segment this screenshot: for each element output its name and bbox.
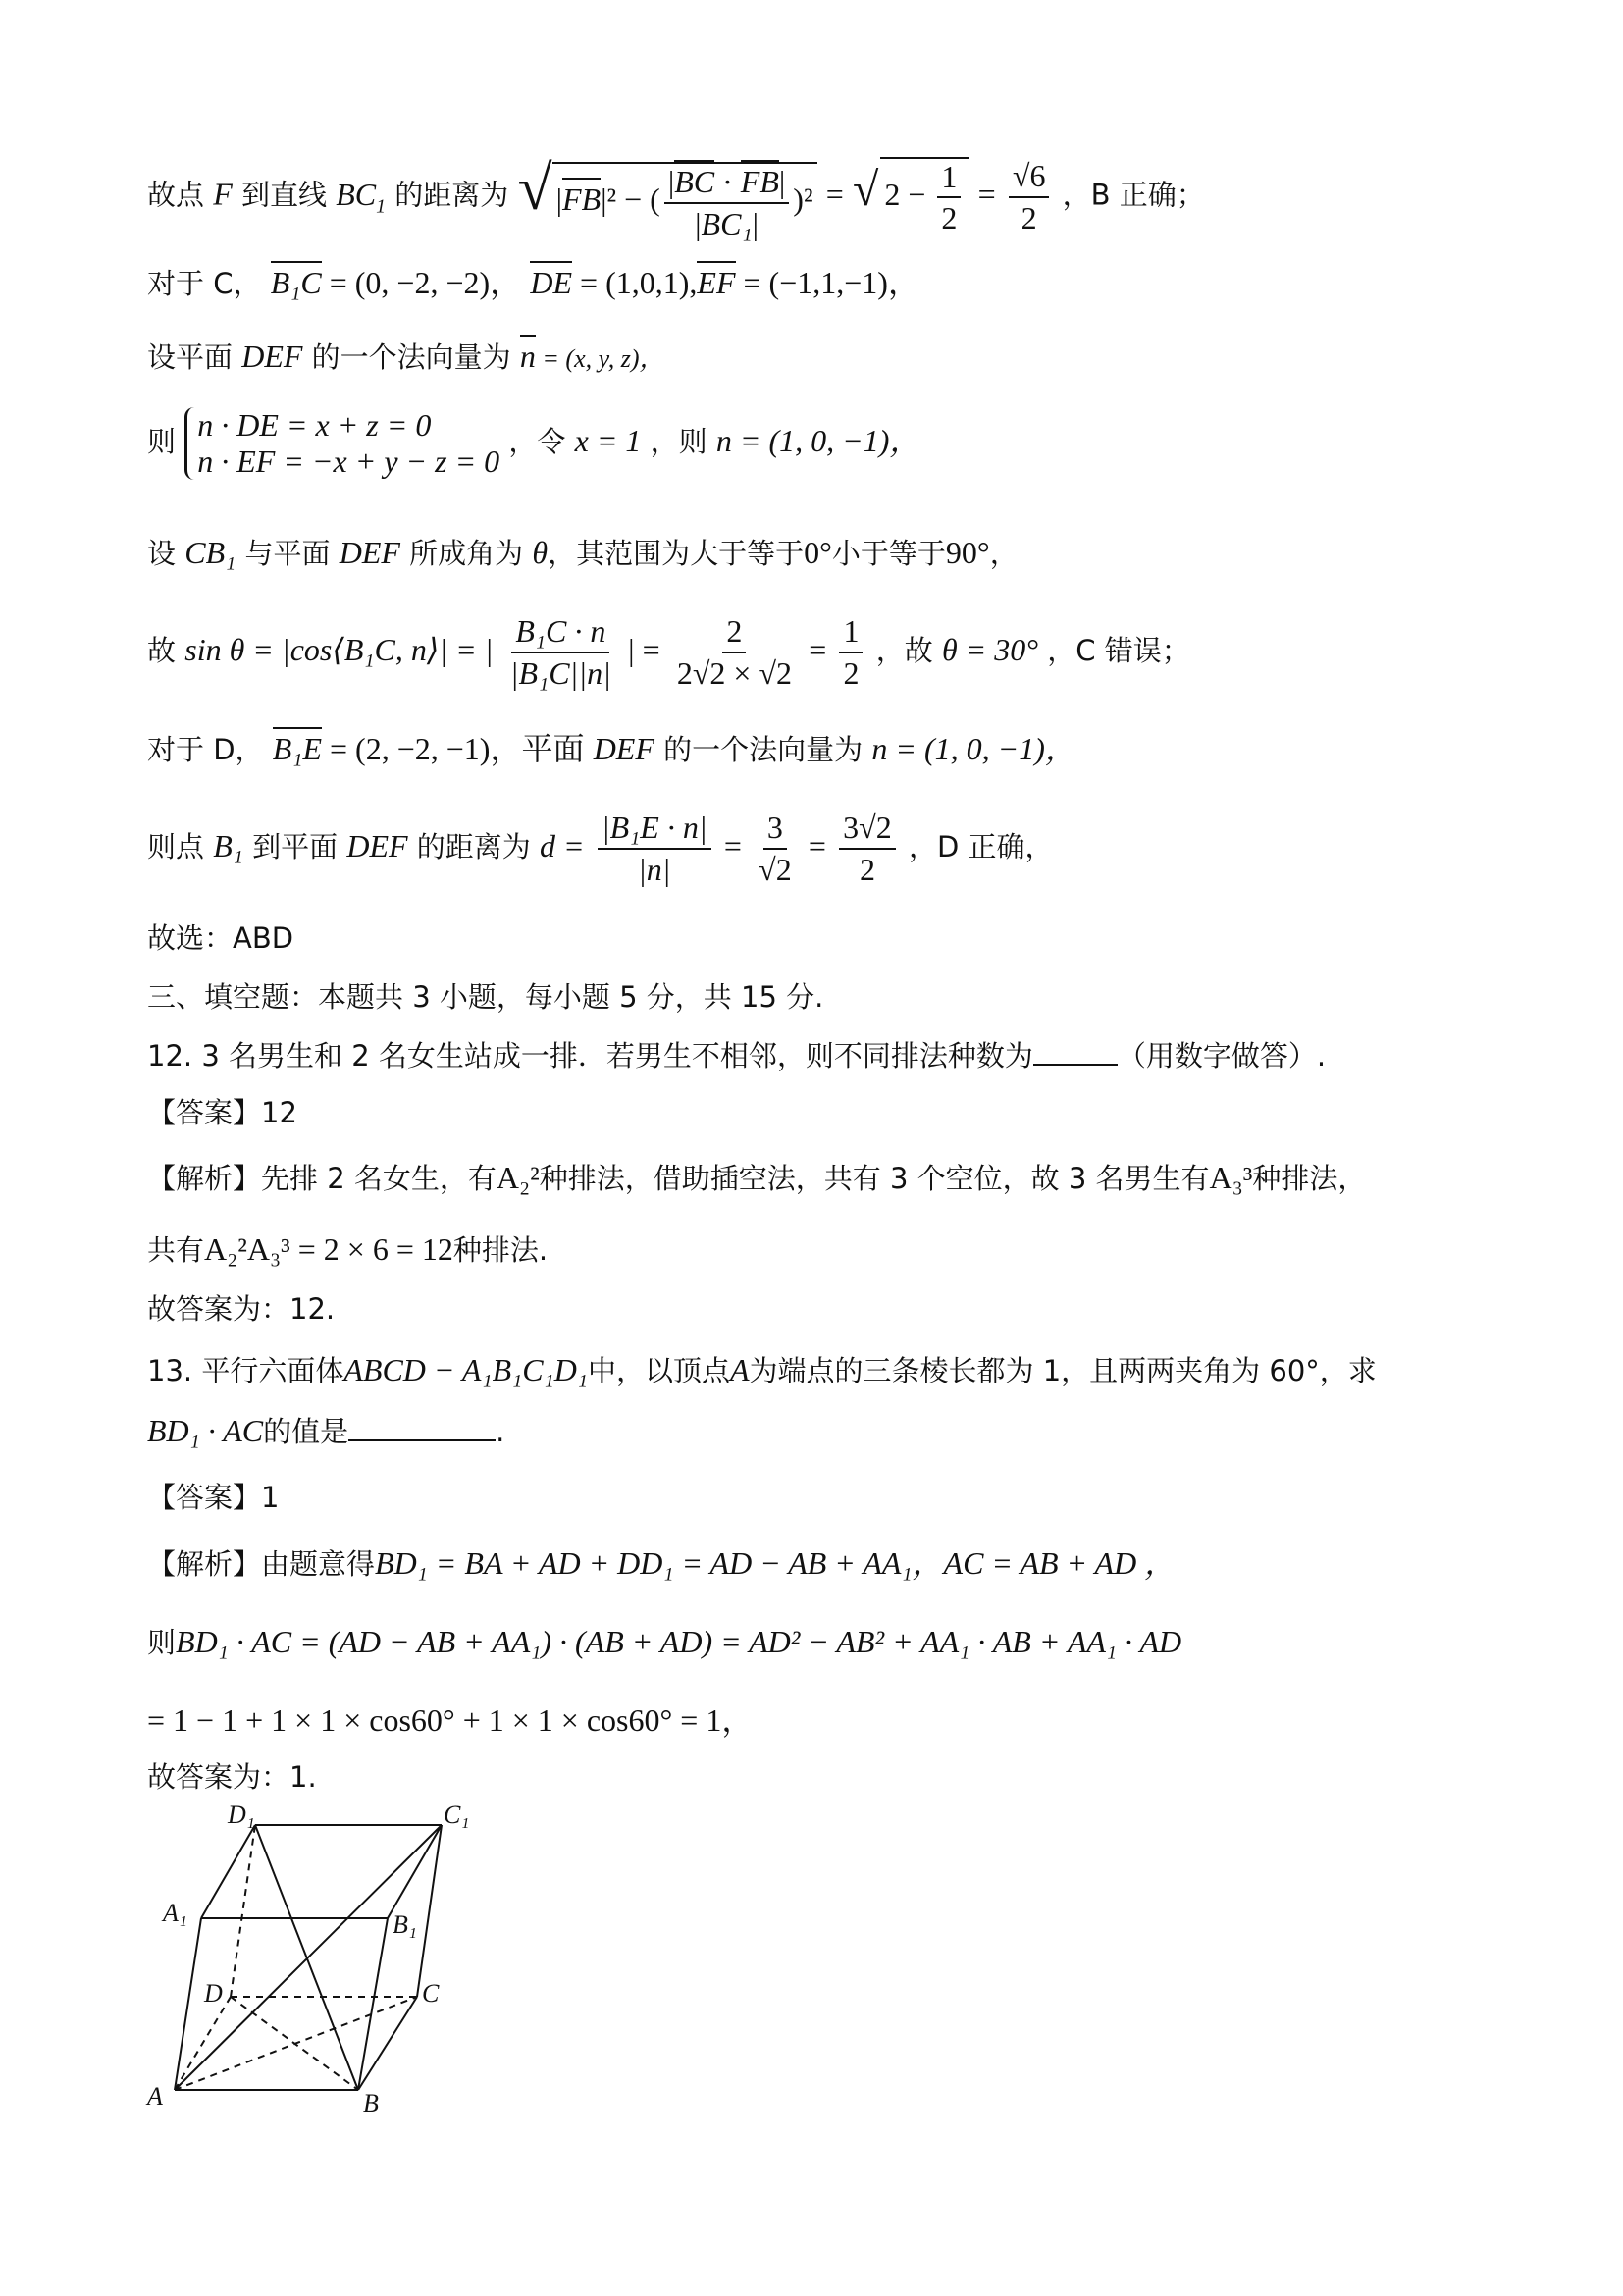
text: 到直线 — [241, 178, 328, 212]
vector-B1C: B₁C — [270, 265, 322, 300]
distance-formula: √|FB|² − ( $\frac{|BC \cdot FB|}{\text{|BC₁|}}$ )² — [518, 152, 817, 241]
text: 故点 — [147, 178, 205, 212]
vector-EF: EF — [697, 265, 736, 300]
label-A: A — [147, 2082, 163, 2111]
analysis-12: 【解析】先排 2 名女生，有A₂²种排法，借助插空法，共有 3 个空位，故 3 名男生有A₃³种排法， — [147, 1160, 1367, 1195]
math-expression: BD₁ = BA + AD + DD₁ = AD − AB + AA₁，AC = AB + AD ， — [375, 1545, 1177, 1581]
fraction: $\frac{\text{|B₁E · n|}}{|n|}$ — [598, 809, 711, 888]
math-d: d = — [540, 827, 585, 863]
diagonal-D1B — [255, 1825, 358, 2090]
vector-B1E: B₁E — [272, 731, 322, 766]
analysis-13-cont: 则BD₁ · AC = (AD − AB + AA₁) · (AB + AD) = AD² − AB² + AA₁ · AB + AA₁ · AD — [147, 1624, 1182, 1659]
text: 则 — [147, 424, 177, 458]
section-heading: 三、填空题：本题共 3 小题，每小题 5 分，共 15 分. — [147, 980, 824, 1014]
math-A: A — [729, 1352, 750, 1387]
edge-D1A1 — [201, 1825, 255, 1918]
value: = (−1,1,−1)， — [735, 265, 919, 300]
label-C: C — [422, 1979, 440, 2008]
math-CB1: CB₁ — [184, 535, 236, 570]
equation-system: n · DE = x + z = 0 n · EF = −x + y − z = 0 — [184, 407, 499, 480]
line-5: 设 CB₁ 与平面 DEF 所成角为 θ，其范围为大于等于0°小于等于90°， — [147, 535, 1019, 570]
fraction: $\frac{3√2}{2}$ — [839, 809, 896, 888]
label-B1: B₁ — [393, 1910, 417, 1939]
vector-n: n — [519, 339, 536, 374]
label-C1: C₁ — [444, 1805, 470, 1829]
math-DEF: DEF — [346, 827, 408, 863]
value: = (0, −2, −2)， — [321, 265, 522, 300]
label-D: D — [204, 1979, 223, 2008]
line-4 — [147, 407, 920, 480]
label-D1: D₁ — [228, 1805, 255, 1829]
eq: = — [977, 176, 996, 212]
math-expression: A₂²A₃³ = 2 × 6 = 12 — [204, 1231, 453, 1267]
math-theta-value: θ = 30° — [941, 631, 1039, 667]
analysis-13-result: = 1 − 1 + 1 × 1 × cos60° + 1 × 1 × cos60° = 1， — [147, 1702, 754, 1738]
answer-blank — [348, 1414, 496, 1441]
text: 设平面 — [147, 340, 234, 374]
math-n-value: n = (1, 0, −1)， — [871, 731, 1076, 766]
fraction: $\frac{3}{√2}$ — [759, 809, 792, 887]
label-B: B — [363, 2089, 379, 2117]
text: 对于 C， — [147, 267, 262, 300]
math-x1: x = 1 — [574, 422, 642, 458]
final-answer-12: 故答案为：12. — [147, 1292, 336, 1326]
text: 的距离为 — [394, 178, 509, 212]
value: = (x, y, z)， — [535, 344, 665, 373]
math-90deg: 90° — [945, 535, 990, 570]
line-3 — [147, 339, 665, 375]
math-B1: B₁ — [213, 827, 243, 863]
sqrt-expr: √ 2 − $\frac{1}{2}$ — [853, 177, 969, 212]
final-answer-13: 故答案为：1. — [147, 1760, 317, 1794]
value: = (1,0,1), — [572, 265, 698, 300]
line-8: 则点 B₁ 到平面 DEF 的距离为 d = $\frac{\text{|B₁E · n|}}{|n|}$ = $\frac{3}{√2}$ = $\frac{3√2}{2}$ ，D 正确， — [147, 809, 1054, 887]
math-theta: θ — [532, 535, 549, 570]
math-A22: A₂² — [496, 1160, 540, 1195]
answer-blank — [1033, 1038, 1118, 1066]
analysis-12-cont: 共有A₂²A₃³ = 2 × 6 = 12种排法. — [147, 1231, 549, 1267]
vector-DE: DE — [530, 265, 573, 300]
math-sin: sin θ = |cos⟨B₁C, n⟩| = | — [184, 631, 494, 667]
fraction: $\frac{\text{B₁C · n}}{\text{|B₁C||n|}}$ — [509, 613, 611, 691]
label-A1: A₁ — [163, 1899, 187, 1927]
edge-B1B — [358, 1918, 388, 2090]
edge-DD1 — [231, 1825, 255, 1997]
math-n-value: n = (1, 0, −1)， — [715, 422, 921, 458]
line-6: 故 sin θ = |cos⟨B₁C, n⟩| = | $\frac{\text{B₁C · n}}{\text{|B₁C||n|}}$ | = $\frac{2}{2√2 \times √2}$ = $\frac{1}{2}$ ，故 θ = 30° ，C 错误； — [147, 613, 1190, 691]
line-1 — [147, 152, 1205, 241]
question-13: 13. 平行六面体ABCD − A₁B₁C₁D₁中，以顶点A为端点的三条棱长都为 1，且两两夹角为 60°，求 — [147, 1352, 1377, 1387]
math-dot-product: BD₁ · AC — [147, 1413, 264, 1448]
parallelepiped-diagram — [137, 1805, 491, 2119]
answer-13: 【答案】1 — [147, 1481, 280, 1514]
math-DEF: DEF — [339, 535, 400, 570]
line-2 — [147, 265, 919, 301]
line-7: 对于 D， B₁E = (2, −2, −1)，平面 DEF 的一个法向量为 n = (1, 0, −1)， — [147, 731, 1076, 766]
answer-choice: 故选：ABD — [147, 921, 294, 955]
analysis-13: 【解析】由题意得BD₁ = BA + AD + DD₁ = AD − AB + AA₁，AC = AB + AD ， — [147, 1545, 1177, 1581]
question-12: 12. 3 名男生和 2 名女生站成一排．若男生不相邻，则不同排法种数为 （用数字做答）. — [147, 1039, 1327, 1072]
math-A33: A₃³ — [1209, 1160, 1253, 1195]
math-F: F — [213, 176, 233, 212]
text: 的一个法向量为 — [311, 340, 511, 374]
question-13-cont: BD₁ · AC的值是 . — [147, 1413, 505, 1448]
math-expression: BD₁ · AC = (AD − AB + AA₁) · (AB + AD) = AD² − AB² + AA₁ · AB + AA₁ · AD — [176, 1624, 1182, 1659]
math-0deg: 0° — [804, 535, 832, 570]
text: ，B 正确； — [1062, 178, 1205, 212]
edge-A1A — [175, 1918, 201, 2090]
fraction: $\frac{2}{2√2 \times √2}$ — [676, 613, 792, 691]
math-DEF: DEF — [241, 339, 303, 374]
math-solid: ABCD − A₁B₁C₁D₁ — [343, 1352, 588, 1387]
text: ，则 — [650, 424, 707, 458]
diagonal-AC1 — [175, 1825, 442, 2090]
text: ，令 — [508, 424, 566, 458]
result-fraction: $\frac{√6}{2}$ — [1009, 158, 1050, 236]
fraction: $\frac{1}{2}$ — [839, 613, 863, 692]
eq: = — [825, 176, 844, 212]
answer-12: 【答案】12 — [147, 1096, 297, 1129]
math-DEF: DEF — [593, 731, 654, 766]
edge-C1C — [417, 1825, 442, 1997]
math-BC1: $BC_1$ — [336, 176, 387, 218]
